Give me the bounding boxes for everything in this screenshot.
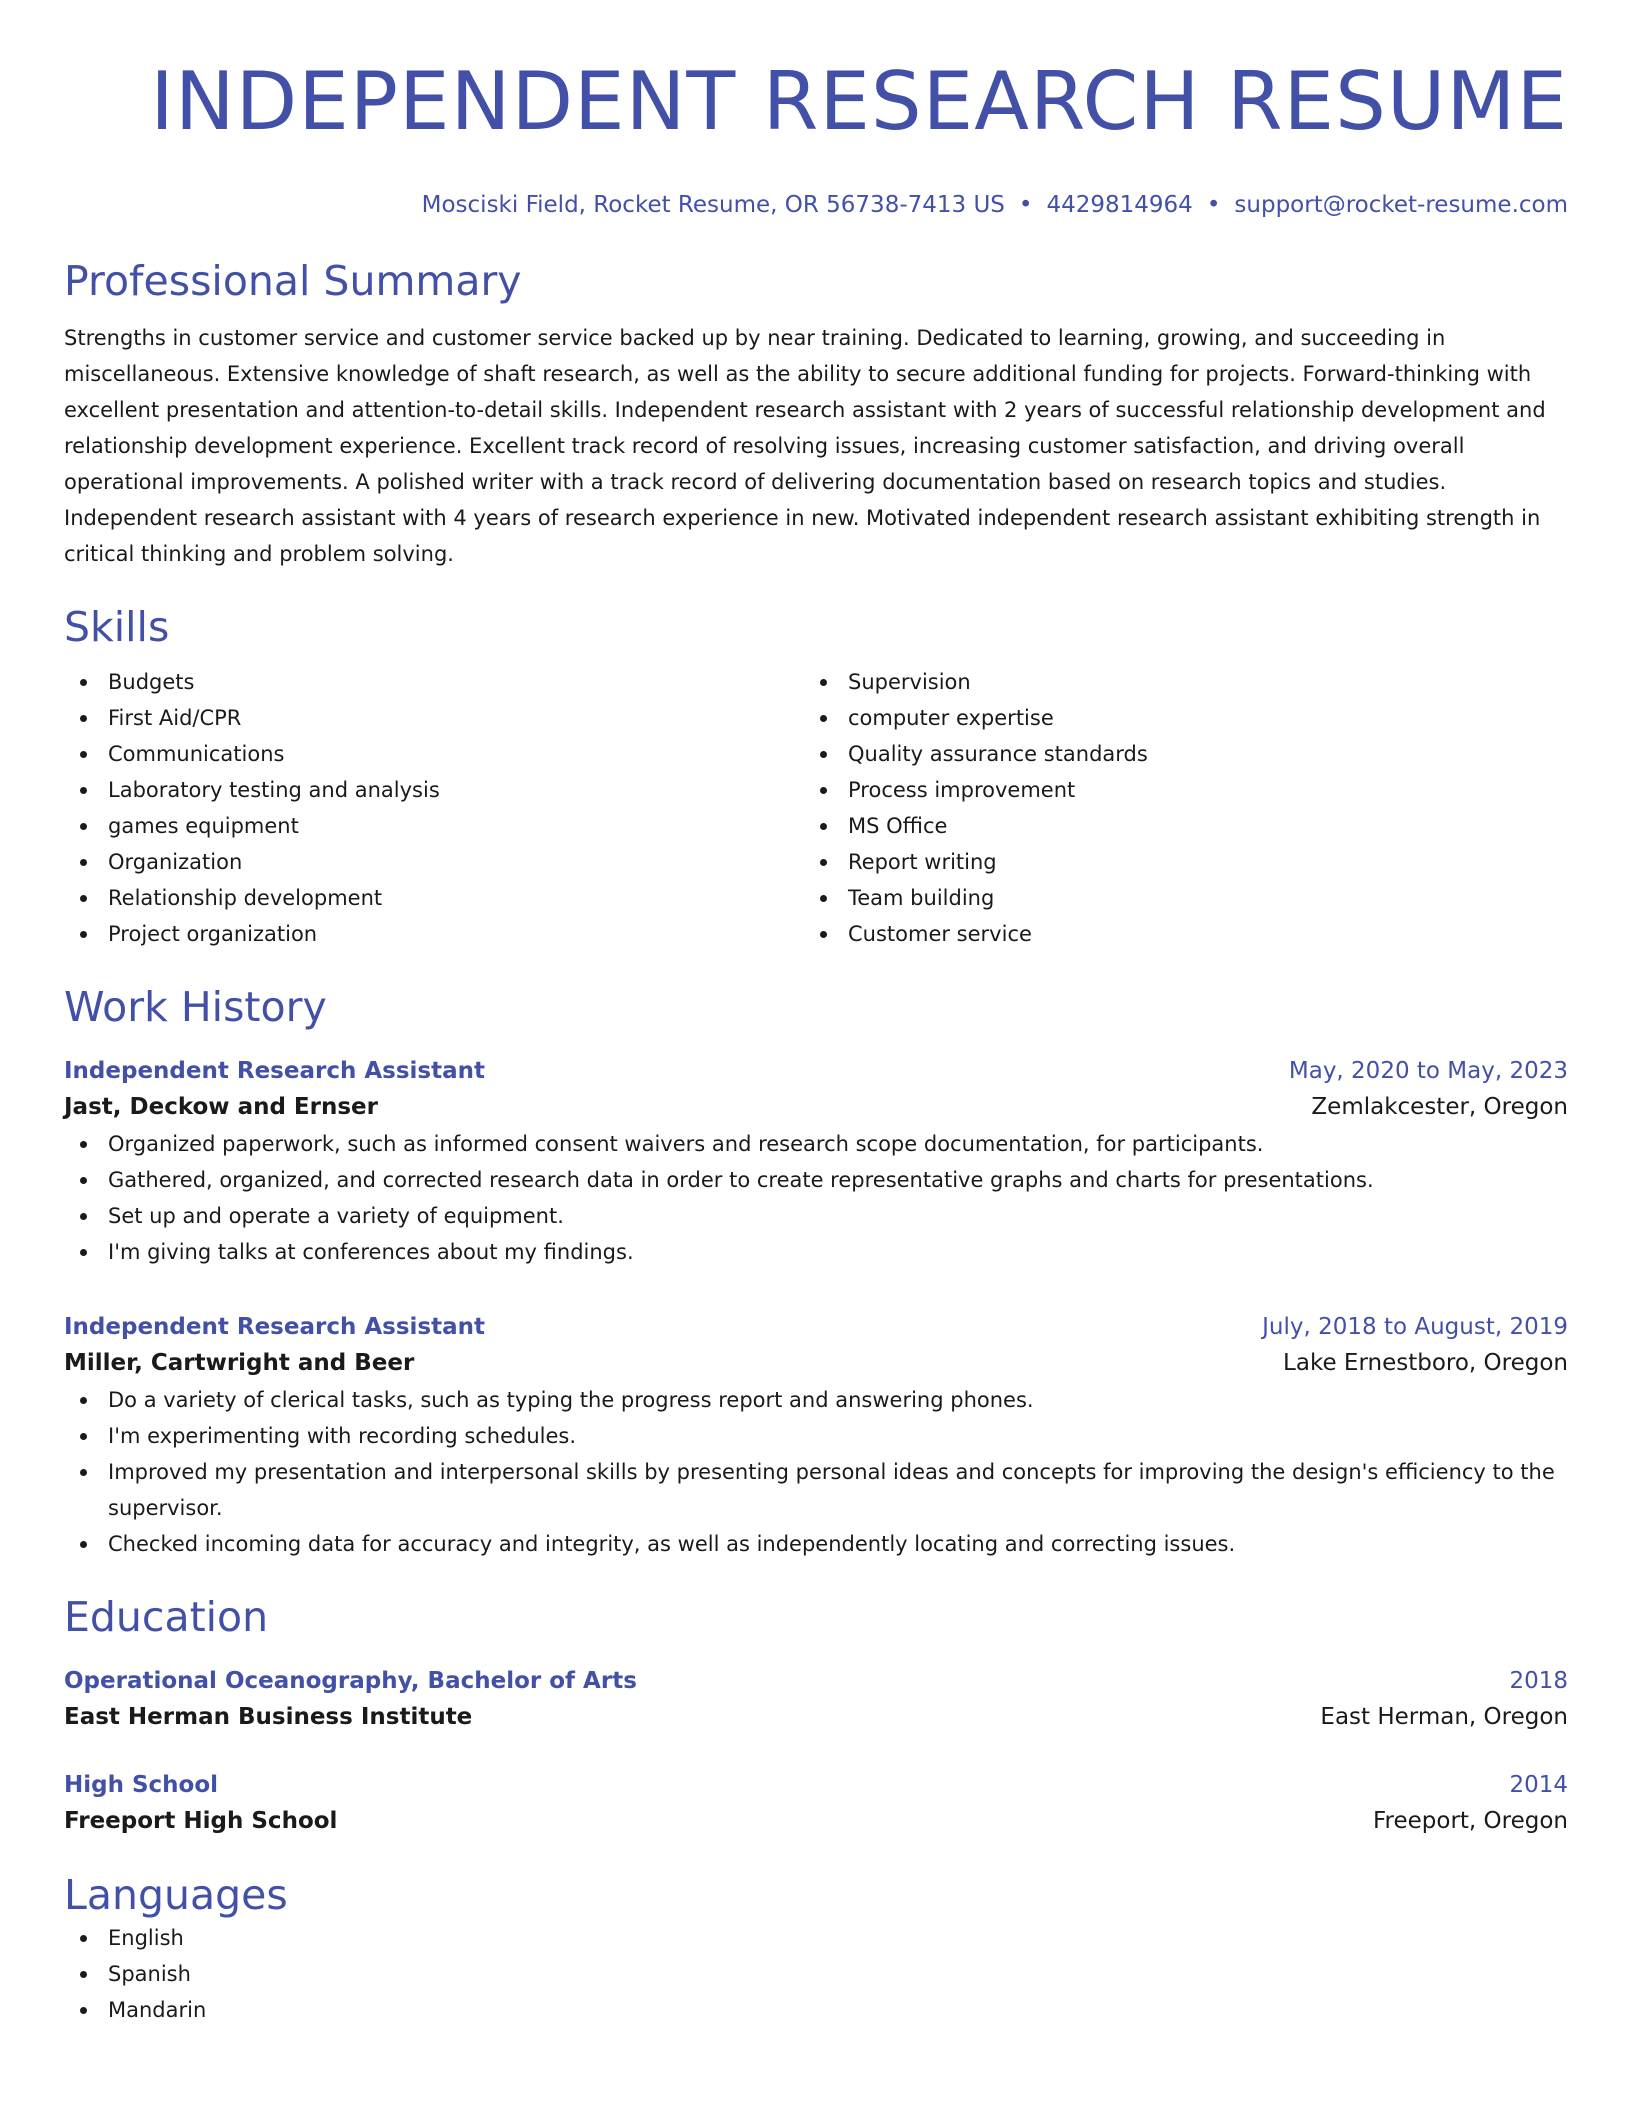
language-item: Spanish: [64, 1956, 1568, 1992]
job-bullets: [64, 1382, 1568, 1562]
skill-item: Supervision: [804, 664, 1544, 700]
job-title: Independent Research Assistant: [64, 1314, 485, 1340]
job-dates: May, 2020 to May, 2023: [1288, 1058, 1568, 1084]
job-bullet: Do a variety of clerical tasks, such as typing the progress report and answering phones.: [64, 1382, 1568, 1418]
job-company-row: [64, 1344, 1568, 1382]
education-school: Freeport High School: [64, 1808, 338, 1834]
summary-section: [64, 256, 1568, 572]
languages-heading: Languages: [64, 1871, 288, 1919]
education-entry: [64, 1768, 1568, 1840]
summary-text: Strengths in customer service and customer service backed up by near training. Dedicated to learning, growing, and succeeding in miscellaneous. Extensive knowledge of shaft research, as well as the ability to secure additional funding for projects. Forward-thinking with excellent presentation and attention-to-detail skills. Independent research assistant with 2 years of successful relationship development and relationship development experience. Excellent track record of resolving issues, increasing customer satisfaction, and driving overall operational improvements. A polished writer with a track record of delivering documentation based on research topics and studies. Independent research assistant with 4 years of research experience in new. Motivated independent research assistant exhibiting strength in critical thinking and problem solving.: [64, 326, 1546, 566]
job-company: Miller, Cartwright and Beer: [64, 1350, 415, 1376]
job-company-row: [64, 1088, 1568, 1126]
job-bullets: [64, 1126, 1568, 1270]
job-bullet: Organized paperwork, such as informed consent waivers and research scope documentation, for participants.: [64, 1126, 1568, 1162]
summary-heading: Professional Summary: [64, 257, 522, 305]
education-year: 2014: [1509, 1772, 1568, 1798]
contact-separator: •: [1206, 192, 1221, 218]
resume-header: [64, 0, 1568, 220]
job-location: Lake Ernestboro, Oregon: [1283, 1350, 1568, 1376]
contact-separator: •: [1018, 192, 1033, 218]
skills-grid: [64, 664, 1568, 952]
skills-list-left: [64, 664, 804, 952]
education-year: 2018: [1509, 1668, 1568, 1694]
skill-item: games equipment: [64, 808, 804, 844]
job-entry: [64, 1310, 1568, 1562]
skills-section: [64, 602, 1568, 952]
job-bullet: I'm experimenting with recording schedules.: [64, 1418, 1568, 1454]
skill-item: Budgets: [64, 664, 804, 700]
work-history-section: [64, 982, 1568, 1562]
education-school: East Herman Business Institute: [64, 1704, 473, 1730]
job-location: Zemlakcester, Oregon: [1311, 1094, 1568, 1120]
education-school-row: [64, 1698, 1568, 1736]
skill-item: MS Office: [804, 808, 1544, 844]
contact-phone: 4429814964: [1046, 192, 1193, 218]
skill-item: Quality assurance standards: [804, 736, 1544, 772]
skill-item: Communications: [64, 736, 804, 772]
education-location: Freeport, Oregon: [1372, 1808, 1568, 1834]
skill-item: Project organization: [64, 916, 804, 952]
job-bullet: Improved my presentation and interpersonal skills by presenting personal ideas and concepts for improving the design's efficiency to the supervisor.: [64, 1454, 1568, 1526]
skill-item: Relationship development: [64, 880, 804, 916]
education-header-row: [64, 1664, 1568, 1698]
job-header-row: [64, 1310, 1568, 1344]
education-degree: High School: [64, 1772, 219, 1798]
skill-item: Organization: [64, 844, 804, 880]
job-company: Jast, Deckow and Ernser: [64, 1094, 378, 1120]
language-item: Mandarin: [64, 1992, 1568, 2028]
contact-line: [64, 190, 1568, 220]
skill-item: Process improvement: [804, 772, 1544, 808]
education-location: East Herman, Oregon: [1320, 1704, 1568, 1730]
languages-section: [64, 1870, 1568, 2028]
skill-item: Customer service: [804, 916, 1544, 952]
education-section: [64, 1592, 1568, 1840]
education-header-row: [64, 1768, 1568, 1802]
job-title: Independent Research Assistant: [64, 1058, 485, 1084]
job-bullet: Set up and operate a variety of equipment.: [64, 1198, 1568, 1234]
education-degree: Operational Oceanography, Bachelor of Arts: [64, 1668, 637, 1694]
work-history-heading: Work History: [64, 983, 327, 1031]
education-entry: [64, 1664, 1568, 1736]
education-school-row: [64, 1802, 1568, 1840]
job-header-row: [64, 1054, 1568, 1088]
job-bullet: Checked incoming data for accuracy and integrity, as well as independently locating and correcting issues.: [64, 1526, 1568, 1562]
language-item: English: [64, 1920, 1568, 1956]
skill-item: First Aid/CPR: [64, 700, 804, 736]
job-entry: [64, 1054, 1568, 1270]
contact-email: support@rocket-resume.com: [1234, 192, 1568, 218]
languages-list: [64, 1920, 1568, 2028]
contact-address: Mosciski Field, Rocket Resume, OR 56738-7413 US: [421, 192, 1005, 218]
job-dates: July, 2018 to August, 2019: [1262, 1314, 1568, 1340]
skills-heading: Skills: [64, 603, 170, 651]
skill-item: Team building: [804, 880, 1544, 916]
skill-item: Report writing: [804, 844, 1544, 880]
education-heading: Education: [64, 1593, 269, 1641]
skill-item: computer expertise: [804, 700, 1544, 736]
skills-list-right: [804, 664, 1544, 952]
job-bullet: Gathered, organized, and corrected research data in order to create representative graphs and charts for presentations.: [64, 1162, 1568, 1198]
resume-title: INDEPENDENT RESEARCH RESUME: [150, 55, 1568, 148]
job-bullet: I'm giving talks at conferences about my findings.: [64, 1234, 1568, 1270]
skill-item: Laboratory testing and analysis: [64, 772, 804, 808]
